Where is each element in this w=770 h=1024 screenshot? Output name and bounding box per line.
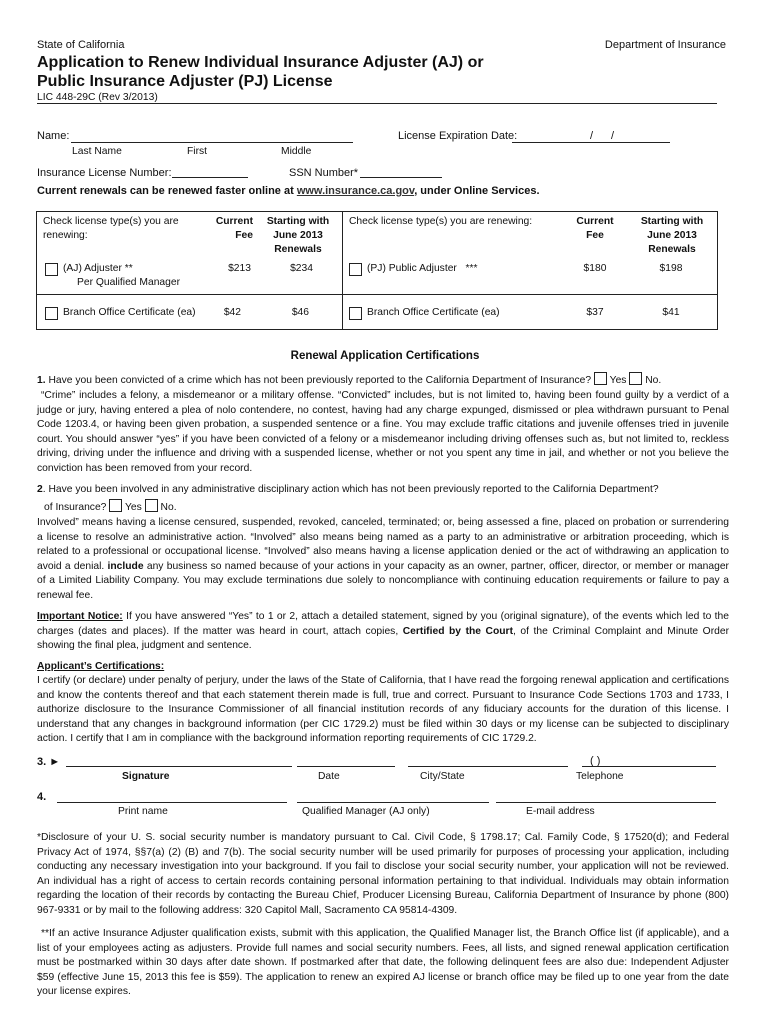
license-number-field[interactable] <box>172 177 248 178</box>
pj-label-text: (PJ) Public Adjuster <box>367 263 457 274</box>
notice-label: Important Notice: <box>37 611 123 622</box>
q1-yes-checkbox[interactable] <box>594 372 607 385</box>
qualified-manager-caption: Qualified Manager (AJ only) <box>302 806 430 817</box>
telephone-caption: Telephone <box>576 771 624 782</box>
q2-no-checkbox[interactable] <box>145 499 158 512</box>
q1-explanation: “Crime” includes a felony, a misdemeanor or a military offense. “Convicted” includes, but is not limited to, having been found guilty by a verdict of a judge or jury, having entered a plea of nolo contendere, no contest, having had any charge expunged, dismissed or plea withdrawn pursuant to Penal Code 1203.4, or having been given probation, a suspended sentence or a fine. You may exclude traffic citations and juvenile offenses tried in juvenile court. You should answer “yes” if you have been convicted of a felony or a misdemeanor including driving offenses such as, but not limited to, reckless driving, driving under the influence and driving with a suspended license, whether or not you spent any time in jail, and whether or not you believe the conviction has been removed from your record. <box>37 390 729 474</box>
telephone-paren: ( ) <box>590 755 601 767</box>
pj-starting-fee: $198 <box>659 263 683 274</box>
date-caption: Date <box>318 771 340 782</box>
state-label: State of California <box>37 39 125 51</box>
license-number-label: Insurance License Number: <box>37 167 172 179</box>
name-label: Name: <box>37 130 70 142</box>
q1-number: 1. <box>37 375 46 386</box>
date-slash-1: / <box>590 130 594 142</box>
row3-number-text: 3. <box>37 756 47 768</box>
city-state-caption: City/State <box>420 771 465 782</box>
q1-text: Have you been convicted of a crime which has not been previously reported to the California Department of Insurance? <box>48 375 592 386</box>
telephone-field[interactable] <box>582 766 716 767</box>
q2-yes-label: Yes <box>124 502 142 513</box>
aj-adjuster-checkbox[interactable] <box>45 263 58 276</box>
q2-text-b: of Insurance? <box>44 502 107 513</box>
fee-table <box>36 211 718 330</box>
question-2 <box>37 483 659 497</box>
middle-name-caption: Middle <box>281 146 312 157</box>
page-title-line1: Application to Renew Individual Insurance Adjuster (AJ) or <box>37 54 484 71</box>
pj-public-adjuster-checkbox[interactable] <box>349 263 362 276</box>
notice-bold: Certified by the Court <box>402 625 513 637</box>
online-text-2: , under Online Services. <box>414 185 540 197</box>
table-divider-vertical <box>342 212 343 329</box>
online-renewal-note <box>37 184 540 199</box>
aj-adjuster-label: (AJ) Adjuster ** <box>63 263 133 274</box>
last-name-caption: Last Name <box>72 146 122 157</box>
right-header: Check license type(s) you are renewing: <box>349 216 533 227</box>
pj-branch-starting-fee: $41 <box>662 307 680 318</box>
aj-branch-starting-fee: $46 <box>291 307 309 318</box>
important-notice <box>37 610 729 654</box>
adjuster-note: **If an active Insurance Adjuster qualification exists, submit with this application, the Qualified Manager list, the Branch Office list (if applicable), and a list of your employees acting as adjusters. Provide full names and social security numbers. Fees, all lists, and signed renewal application certification must be postmarked within 30 days after date shown. If postmarked after that date, the following delinquent fees are also due: Independent Adjuster $59 (effective June 15, 2013 this fee is $59). The application to renew an expired AJ license or branch office may be filed up to one year from the date your license expires. <box>37 928 729 998</box>
row3-number <box>37 755 60 770</box>
q2-yes-checkbox[interactable] <box>109 499 122 512</box>
q2-explanation-b: any business so named because of your actions in your capacity as an owner, partner, officer, director, or member or manager of a Limited Liability Company. You may exclude terminations due solely to noncompliance with continuing education requirements or failure to pay a renewal fee. <box>37 560 729 601</box>
question-1 <box>37 370 661 388</box>
question-2-line2 <box>44 497 177 515</box>
notice-text-a: If you have answered “Yes” to 1 or 2, attach a detailed statement, signed by you (original signature), of the events which led to the charges (dates and places). If the matter was heard in court, attach copies, <box>37 611 729 637</box>
signature-caption: Signature <box>122 771 170 782</box>
signature-field[interactable] <box>66 766 292 767</box>
print-name-caption: Print name <box>118 806 168 817</box>
table-divider-horizontal <box>37 294 717 295</box>
aj-branch-office-label: Branch Office Certificate (ea) <box>63 307 196 318</box>
ssn-label: SSN Number* <box>289 167 359 179</box>
q2-explanation-a: Involved” means having a license censured, suspended, revoked, canceled, terminated; or, being assessed a fine, placed on probation or surrendering a license to resolve an administrative action. “Involved” also means being named as a party to an administrative or arbitration proceeding, which is related to a professional or occupational license. “Involved” also means having a license application denied or the act of withdrawing an application to avoid a denial. <box>37 517 729 572</box>
arrow-icon: ► <box>49 756 61 768</box>
certifications-heading: Renewal Application Certifications <box>290 350 480 362</box>
q1-no-checkbox[interactable] <box>629 372 642 385</box>
left-current-fee-header: Current Fee <box>215 216 253 241</box>
pj-current-fee: $180 <box>583 263 607 274</box>
online-link[interactable]: www.insurance.ca.gov <box>296 185 415 197</box>
aj-branch-office-checkbox[interactable] <box>45 307 58 320</box>
email-field[interactable] <box>496 802 716 803</box>
pj-branch-current-fee: $37 <box>586 307 604 318</box>
online-text-1: Current renewals can be renewed faster online at <box>37 185 297 197</box>
department-label: Department of Insurance <box>604 39 726 51</box>
aj-adjuster-sublabel: Per Qualified Manager <box>77 277 181 288</box>
pj-branch-office-label: Branch Office Certificate (ea) <box>367 307 500 318</box>
header-rule <box>37 103 717 104</box>
pj-stars: *** <box>465 263 478 274</box>
notice-text-b: , of the Criminal Complaint and Minute Order showing the final plea, judgment and sentence. <box>37 625 730 652</box>
q2-text-a: . Have you been involved in any administrative disciplinary action which has not been previously reported to the California Department? <box>42 484 659 495</box>
name-field[interactable] <box>71 142 353 143</box>
aj-branch-current-fee: $42 <box>223 307 241 318</box>
qualified-manager-field[interactable] <box>297 802 489 803</box>
applicant-cert-label: Applicant’s Certifications: <box>37 661 165 672</box>
ssn-disclosure: *Disclosure of your U. S. social security number is mandatory pursuant to Cal. Civil Code, § 1798.17; Cal. Family Code, § 17520(d); and Federal Privacy Act of 1974, §§7(a) (2) (B) and 7(b). The social security number will be used primarily for purposes of processing your application, including conducting any necessary investigation into your background. If you fail to disclose your social security number, your application will not be reviewed. An individual has a right of access to certain records containing personal information pertaining to that individual. Individuals may obtain information regarding the location of their records by contacting the Bureau Chief, Producer Licensing Bureau, California Department of Insurance by phone (800) 967-9331 or by mail to the following address: 320 Capitol Mall, Sacramento CA 95814-4309. <box>37 832 729 916</box>
left-starting-header: Starting with June 2013 Renewals <box>266 216 330 255</box>
q1-no-label: No. <box>645 375 662 386</box>
left-header: Check license type(s) you are renewing: <box>43 216 179 241</box>
email-caption: E-mail address <box>526 806 595 817</box>
expiration-label: License Expiration Date: <box>398 130 518 142</box>
row4-number: 4. <box>37 791 47 803</box>
aj-starting-fee: $234 <box>290 263 313 274</box>
q2-no-label: No. <box>160 502 177 513</box>
aj-current-fee: $213 <box>228 263 251 274</box>
right-starting-header: Starting with June 2013 Renewals <box>640 216 704 255</box>
first-name-caption: First <box>187 146 208 157</box>
right-current-fee-header: Current Fee <box>576 216 614 241</box>
page-title-line2: Public Insurance Adjuster (PJ) License <box>37 73 333 90</box>
print-name-field[interactable] <box>57 802 287 803</box>
q2-number: 2 <box>37 484 43 495</box>
q2-include: include <box>107 560 144 572</box>
date-field[interactable] <box>297 766 395 767</box>
applicant-cert-text: I certify (or declare) under penalty of perjury, under the laws of the State of California, that I have read the forgoing renewal application and certifications and know the contents thereof and that each statement therein made is full, true and correct. Pursuant to Insurance Code Sections 1703 and 1733, I authorize disclosure to the Insurance Commissioner of all financial institution records of any fiduciary accounts for the duration of this license. I understand that any changes in background information (per CIC 1729.2) must be filed within 30 days or my license can be subjected to disciplinary action. I certify that I am in compliance with the background information reporting requirements of CIC 1729.2. <box>37 675 729 745</box>
ssn-field[interactable] <box>360 177 442 178</box>
city-state-field[interactable] <box>408 766 568 767</box>
q1-yes-label: Yes <box>609 375 627 386</box>
pj-branch-office-checkbox[interactable] <box>349 307 362 320</box>
q2-explanation <box>37 516 729 604</box>
form-id: LIC 448-29C (Rev 3/2013) <box>37 92 158 103</box>
date-slash-2: / <box>611 130 615 142</box>
pj-public-adjuster-label <box>367 262 477 276</box>
